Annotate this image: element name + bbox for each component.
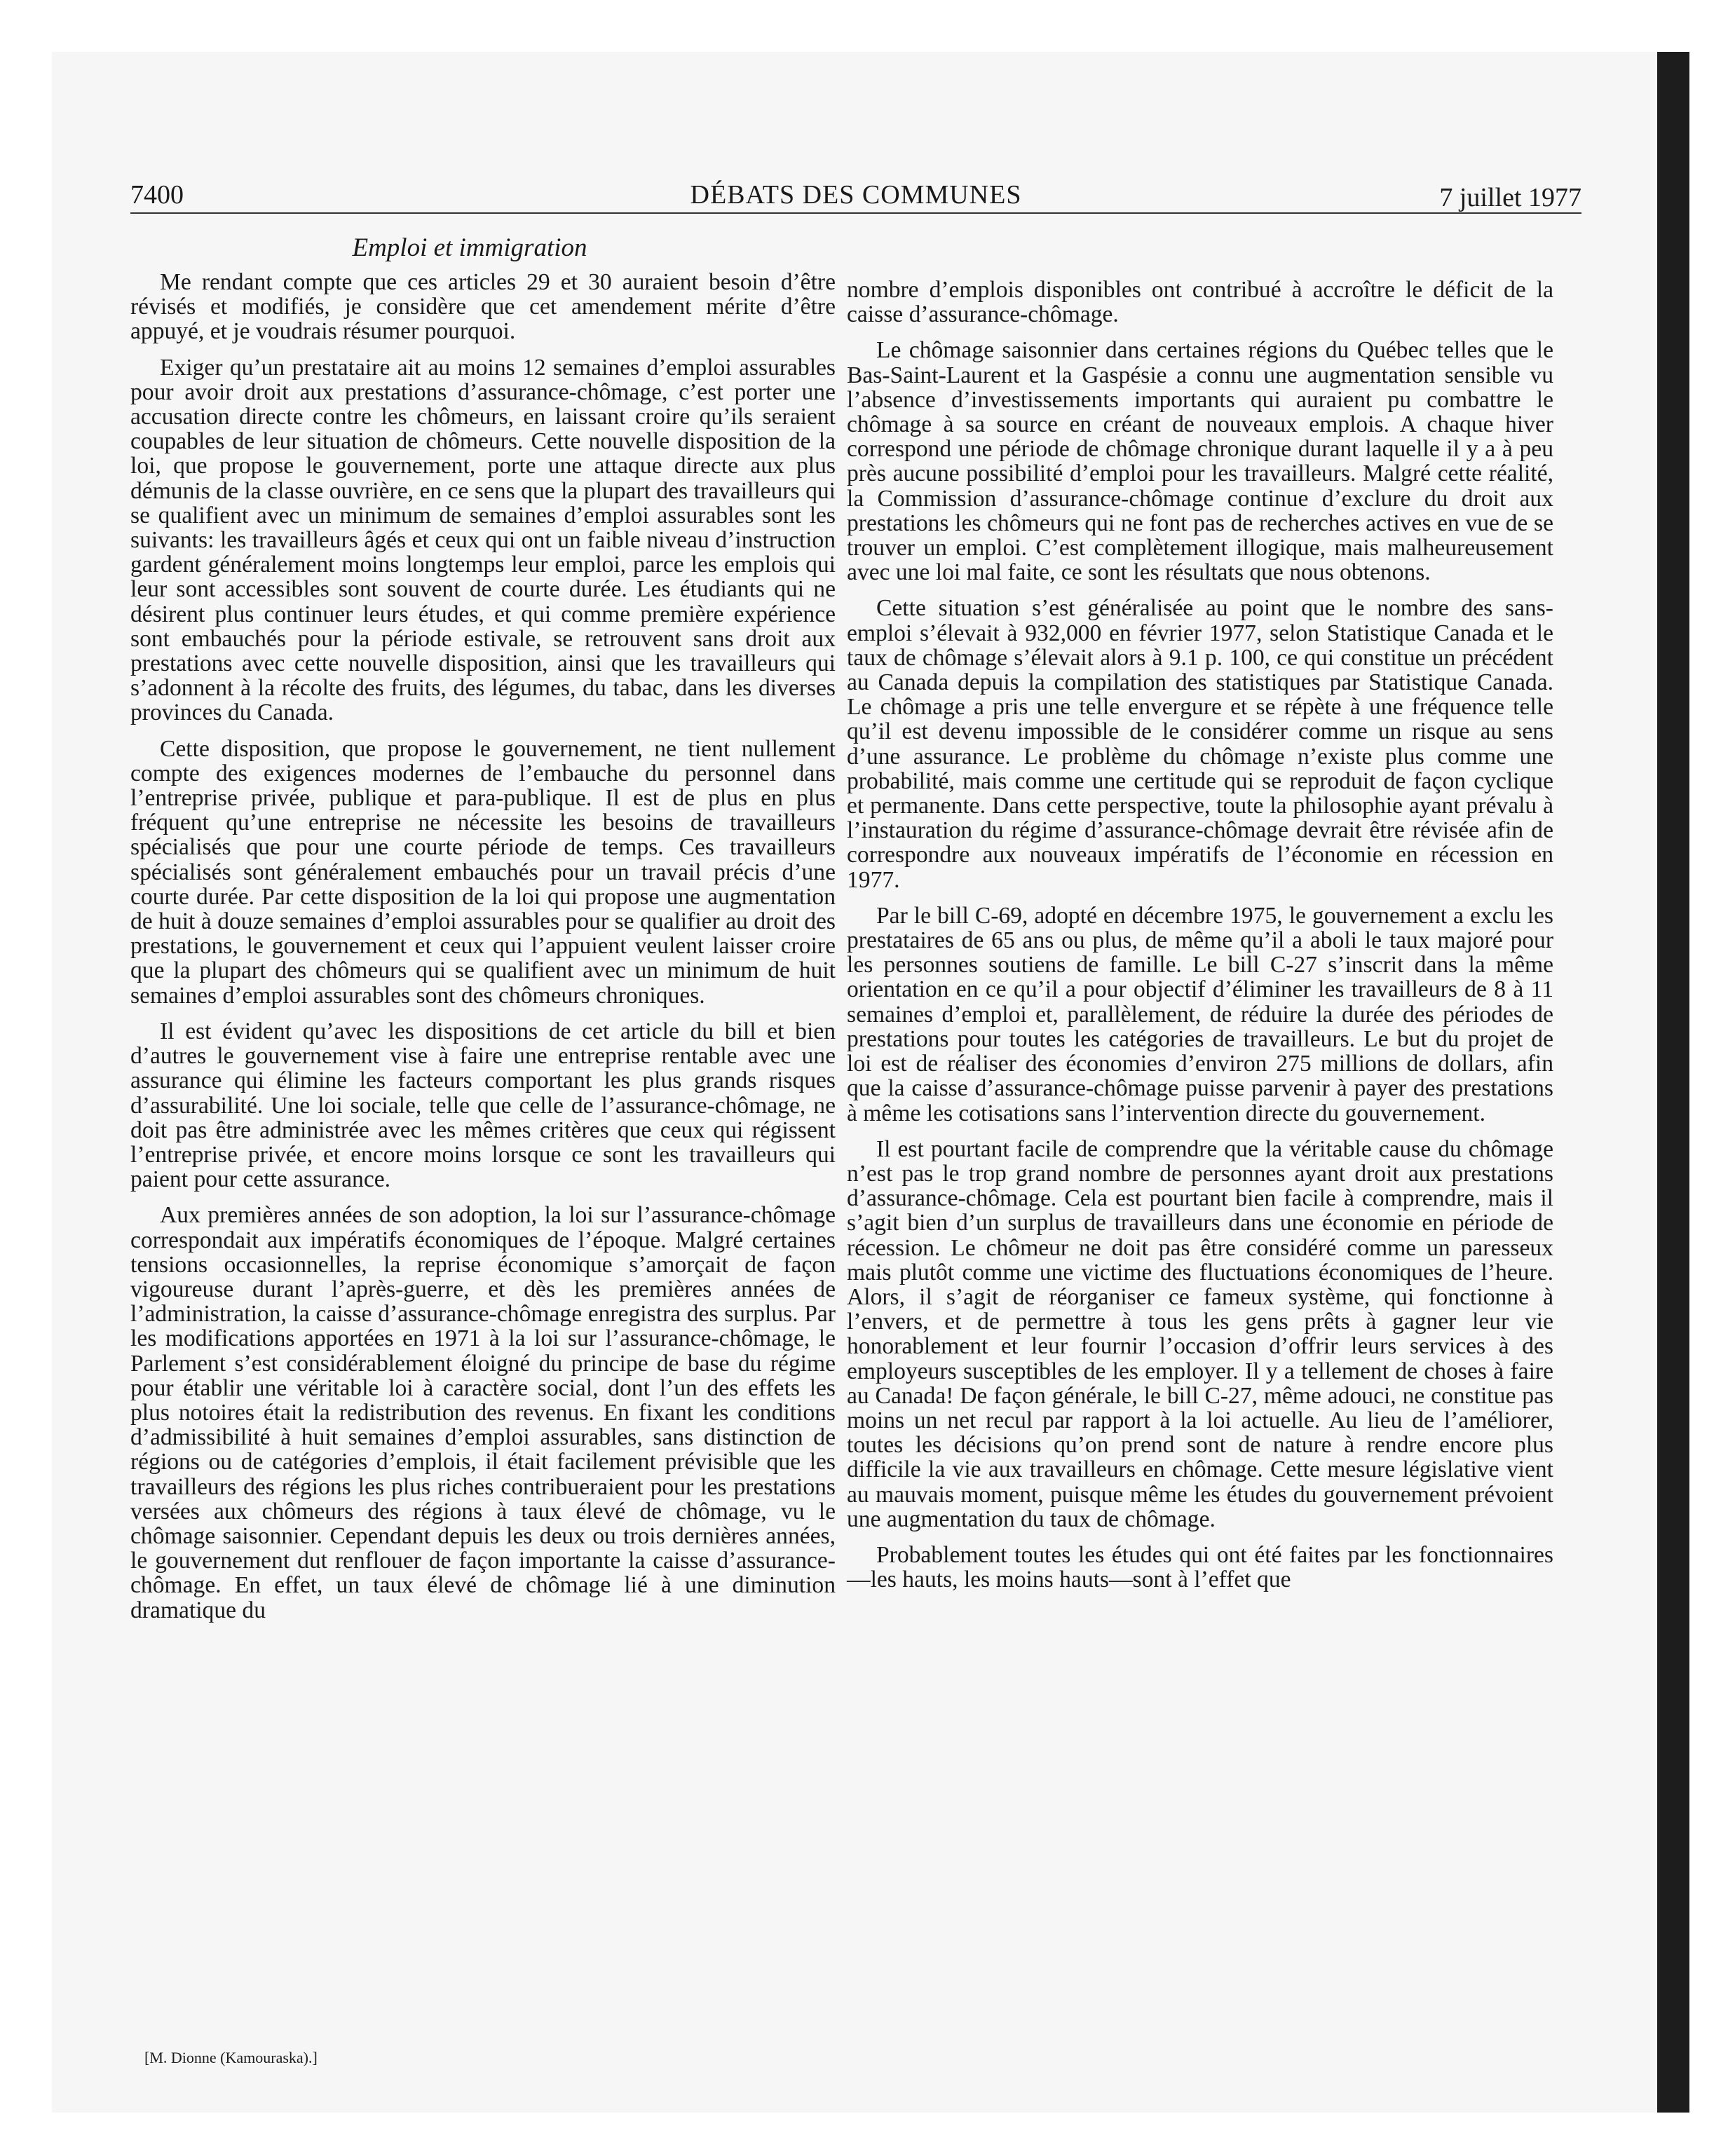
paragraph: Aux premières années de son adoption, la loi sur l’assurance-chômage correspondait aux impératifs économiques de l’époque. Malgré certaines tensions occasionnelles, la reprise économique s’amorçait de façon vigoureuse durant l’après-guerre, et dès les premières années de l’administration, la caisse d’assurance-chômage enregistra des surplus. Par les modifications apportées en 1971 à la loi sur l’assurance-chômage, le Parlement s’est considérablement éloigné du principe de base du régime pour établir une véritable loi à caractère social, dont l’un des effets les plus notoires était la redistribution des revenus. En fixant les conditions d’admissibilité à huit semaines d’emploi assurables, sans distinction de régions ou de catégories d’emplois, il était facilement prévisible que les travailleurs des régions les plus riches contribueraient pour les prestations versées aux chômeurs des régions à taux élevé de chômage, vu le chômage saisonnier. Cependant depuis les deux ou trois dernières années, le gouvernement dut renflouer de façon importante la caisse d’assurance-chômage. En effet, un taux élevé de chômage lié à une diminution dramatique du: [130, 1202, 836, 1623]
publication-title: DÉBATS DES COMMUNES: [690, 180, 1022, 210]
page-number: 7400: [130, 180, 184, 210]
paragraph: Cette situation s’est généralisée au point que le nombre des sans-emploi s’élevait à 932,000 en février 1977, selon Statistique Canada et le taux de chômage s’élevait alors à 9.1 p. 100, ce qui constitue un précédent au Canada depuis la compilation des statistiques par Statistique Canada. Le chômage a pris une telle envergure et se répète à une fréquence telle qu’il est devenu impossible de le considérer comme un risque au sens d’une assurance. Le problème du chômage n’existe plus comme une probabilité, mais comme une certitude qui se reproduit de façon cyclique et permanente. Dans cette perspective, toute la philosophie ayant prévalu à l’instauration du régime d’assurance-chômage devrait être révisée afin de correspondre aux nouveaux impératifs de l’économie en récession en 1977.: [847, 595, 1553, 893]
paragraph: Il est évident qu’avec les dispositions de cet article du bill et bien d’autres le gouvernement vise à faire une entreprise rentable avec une assurance qui élimine les facteurs comportant les plus grands risques d’assurabilité. Une loi sociale, telle que celle de l’assurance-chômage, ne doit pas être administrée avec les mêmes critères que ceux qui régissent l’entreprise privée, et encore moins lorsque ce sont les travailleurs qui paient pour cette assurance.: [130, 1018, 836, 1193]
paragraph: Le chômage saisonnier dans certaines régions du Québec telles que le Bas-Saint-Laurent et la Gaspésie a connu une augmentation sensible vu l’absence d’investissements importants qui auraient pu combattre le chômage à sa source en créant de nouveaux emplois. A chaque hiver correspond une période de chômage chronique durant laquelle il y a à peu près aucune possibilité d’emploi pour les travailleurs. Malgré cette réalité, la Commission d’assurance-chômage continue d’exclure du droit aux prestations les chômeurs qui ne font pas de recherches actives en vue de se trouver un emploi. C’est complètement illogique, mais malheureusement avec une loi mal faite, ce sont les résultats que nous obtenons.: [847, 337, 1553, 586]
paragraph: Il est pourtant facile de comprendre que la véritable cause du chômage n’est pas le trop grand nombre de personnes ayant droit aux prestations d’assurance-chômage. Cela est pourtant bien facile à comprendre, mais il s’agit bien d’un surplus de travailleurs dans une économie en période de récession. Le chômeur ne doit pas être considéré comme un paresseux mais plutôt comme une victime des fluctuations économiques de l’heure. Alors, il s’agit de réorganiser ce fameux système, qui fonctionne à l’envers, et de permettre à tous les gens prêts à gagner leur vie honorablement et leur fournir l’occasion d’offrir leurs services à des employeurs susceptibles de les employer. Il y a tellement de choses à faire au Canada! De façon générale, le bill C-27, même adouci, ne constitue pas moins un net recul par rapport à la loi actuelle. Au lieu de l’améliorer, toutes les décisions qu’on prend sont de nature à rendre encore plus difficile la vie aux travailleurs en chômage. Cette mesure législative vient au mauvais moment, puisque même les études du gouvernement prévoient une augmentation du taux de chômage.: [847, 1135, 1553, 1532]
scan-edge-bar: [1657, 52, 1689, 2113]
page-header: [130, 179, 1581, 214]
paragraph-continued: nombre d’emplois disponibles ont contribué à accroître le déficit de la caisse d’assurance-chômage.: [847, 277, 1553, 328]
right-column: [847, 278, 1553, 1603]
speaker-footnote: [M. Dionne (Kamouraska).]: [144, 2049, 318, 2066]
header-rule: [130, 212, 1581, 214]
paragraph: Me rendant compte que ces articles 29 et 30 auraient besoin d’être révisés et modifiés, je considère que cet amendement mérite d’être appuyé, et je voudrais résumer pourquoi.: [130, 269, 836, 345]
paragraph: Cette disposition, que propose le gouvernement, ne tient nullement compte des exigences modernes de l’embauche du personnel dans l’entreprise privée, publique et para-publique. Il est de plus en plus fréquent qu’une entreprise ne nécessite les besoins de travailleurs spécialisés que pour une courte période de temps. Ces travailleurs spécialisés sont généralement embauchés pour un travail précis d’une courte durée. Par cette disposition de la loi qui propose une augmentation de huit à douze semaines d’emploi assurables pour se qualifier au droit des prestations, le gouvernement et ceux qui l’appuient veulent laisser croire que la plupart des chômeurs qui se qualifient avec un minimum de huit semaines d’emploi assurables sont des chômeurs chroniques.: [130, 735, 836, 1009]
paragraph: Par le bill C-69, adopté en décembre 1975, le gouvernement a exclu les prestataires de 65 ans ou plus, de même qu’il a aboli le taux majoré pour les personnes soutiens de famille. Le bill C-27 s’inscrit dans la même orientation en ce qu’il a pour objectif d’éliminer les travailleurs de 8 à 11 semaines d’emploi et, parallèlement, de réduire la durée des périodes de prestations pour toutes les catégories de travailleurs. Le but du projet de loi est de réaliser des économies d’environ 275 millions de dollars, afin que la caisse d’assurance-chômage puisse parvenir à payer des prestations à même les cotisations sans l’intervention directe du gouvernement.: [847, 902, 1553, 1126]
page-date: 7 juillet 1977: [1439, 183, 1581, 212]
section-title: Emploi et immigration: [352, 233, 587, 262]
left-column: [130, 270, 836, 1634]
paragraph: Exiger qu’un prestataire ait au moins 12 semaines d’emploi assurables pour avoir droit aux prestations d’assurance-chômage, c’est porter une accusation directe contre les chômeurs, en laissant croire qu’ils seraient coupables de leur situation de chômeurs. Cette nouvelle disposition de la loi, que propose le gouvernement, porte une attaque directe aux plus démunis de la classe ouvrière, en ce sens que la plupart des travailleurs qui se qualifient avec un minimum de semaines d’emploi assurables sont les suivants: les travailleurs âgés et ceux qui ont un faible niveau d’instruction gardent généralement moins longtemps leur emploi, parce les emplois qui leur sont accessibles sont souvent de courte durée. Les étudiants qui ne désirent plus continuer leurs études, et qui comme première expérience sont embauchés pour la période estivale, se retrouvent sans droit aux prestations avec cette nouvelle disposition, ainsi que les travailleurs qui s’adonnent à la récolte des fruits, des légumes, du tabac, dans les diverses provinces du Canada.: [130, 354, 836, 726]
paragraph: Probablement toutes les études qui ont été faites par les fonctionnaires—les hauts, les moins hauts—sont à l’effet que: [847, 1541, 1553, 1593]
